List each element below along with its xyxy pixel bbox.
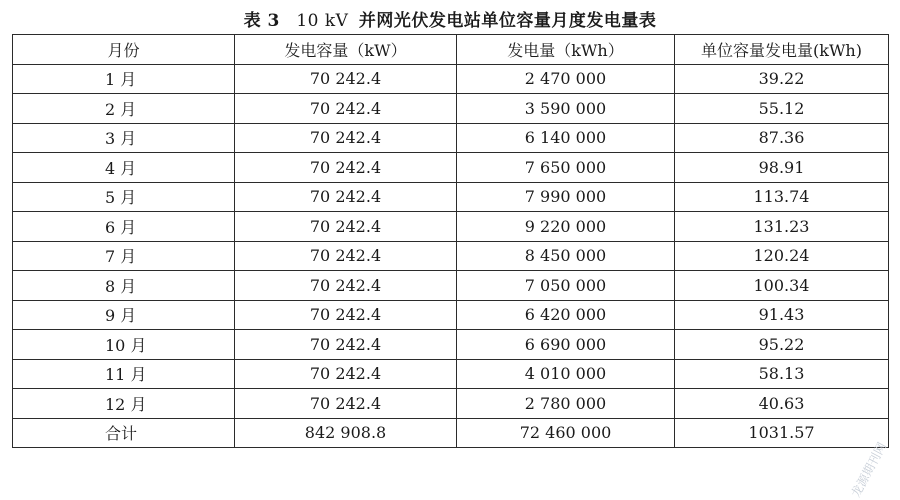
cell-unit-generation: 91.43 <box>675 300 889 330</box>
table-row <box>13 271 889 301</box>
cell-capacity: 70 242.4 <box>235 64 457 94</box>
cell-capacity: 70 242.4 <box>235 123 457 153</box>
cell-month: 8 月 <box>13 271 235 301</box>
cell-unit-generation: 55.12 <box>675 94 889 124</box>
cell-generation: 6 420 000 <box>457 300 675 330</box>
cell-generation: 2 470 000 <box>457 64 675 94</box>
cell-capacity: 70 242.4 <box>235 182 457 212</box>
cell-generation: 8 450 000 <box>457 241 675 271</box>
cell-month: 12 月 <box>13 389 235 419</box>
table-row <box>13 241 889 271</box>
header-row <box>13 35 889 65</box>
monthly-generation-table <box>12 34 889 448</box>
cell-generation: 2 780 000 <box>457 389 675 419</box>
cell-generation: 6 690 000 <box>457 330 675 360</box>
table-row <box>13 389 889 419</box>
cell-generation: 3 590 000 <box>457 94 675 124</box>
caption-voltage: 10 kV <box>296 11 349 31</box>
table-row <box>13 153 889 183</box>
cell-generation: 6 140 000 <box>457 123 675 153</box>
cell-month: 5 月 <box>13 182 235 212</box>
cell-unit-generation: 120.24 <box>675 241 889 271</box>
cell-unit-generation: 131.23 <box>675 212 889 242</box>
cell-capacity: 70 242.4 <box>235 300 457 330</box>
table-row <box>13 330 889 360</box>
cell-month: 2 月 <box>13 94 235 124</box>
caption-title: 并网光伏发电站单位容量月度发电量表 <box>358 11 657 31</box>
cell-unit-generation: 58.13 <box>675 359 889 389</box>
cell-capacity: 70 242.4 <box>235 212 457 242</box>
total-capacity: 842 908.8 <box>235 418 457 448</box>
cell-month: 4 月 <box>13 153 235 183</box>
cell-generation: 9 220 000 <box>457 212 675 242</box>
table-row <box>13 123 889 153</box>
cell-capacity: 70 242.4 <box>235 359 457 389</box>
cell-unit-generation: 39.22 <box>675 64 889 94</box>
cell-capacity: 70 242.4 <box>235 271 457 301</box>
cell-month: 1 月 <box>13 64 235 94</box>
table-row <box>13 359 889 389</box>
caption-number: 表 3 <box>243 11 280 31</box>
cell-unit-generation: 40.63 <box>675 389 889 419</box>
table-row <box>13 64 889 94</box>
cell-capacity: 70 242.4 <box>235 94 457 124</box>
table-row <box>13 94 889 124</box>
cell-unit-generation: 87.36 <box>675 123 889 153</box>
table-row <box>13 182 889 212</box>
cell-unit-generation: 100.34 <box>675 271 889 301</box>
header-month: 月份 <box>13 35 235 65</box>
cell-unit-generation: 98.91 <box>675 153 889 183</box>
cell-unit-generation: 113.74 <box>675 182 889 212</box>
cell-generation: 7 650 000 <box>457 153 675 183</box>
table-row <box>13 212 889 242</box>
cell-month: 10 月 <box>13 330 235 360</box>
cell-month: 6 月 <box>13 212 235 242</box>
total-label: 合计 <box>13 418 235 448</box>
table-caption <box>0 6 900 31</box>
cell-month: 11 月 <box>13 359 235 389</box>
table-row <box>13 300 889 330</box>
cell-generation: 7 990 000 <box>457 182 675 212</box>
header-capacity: 发电容量（kW） <box>235 35 457 65</box>
total-unit-generation: 1031.57 <box>675 418 889 448</box>
cell-generation: 7 050 000 <box>457 271 675 301</box>
header-unit-generation: 单位容量发电量(kWh) <box>675 35 889 65</box>
watermark: 龙源期刊网 <box>848 439 890 500</box>
total-row <box>13 418 889 448</box>
cell-month: 9 月 <box>13 300 235 330</box>
header-generation: 发电量（kWh） <box>457 35 675 65</box>
cell-month: 7 月 <box>13 241 235 271</box>
cell-generation: 4 010 000 <box>457 359 675 389</box>
cell-capacity: 70 242.4 <box>235 241 457 271</box>
cell-month: 3 月 <box>13 123 235 153</box>
cell-unit-generation: 95.22 <box>675 330 889 360</box>
cell-capacity: 70 242.4 <box>235 330 457 360</box>
cell-capacity: 70 242.4 <box>235 389 457 419</box>
total-generation: 72 460 000 <box>457 418 675 448</box>
cell-capacity: 70 242.4 <box>235 153 457 183</box>
